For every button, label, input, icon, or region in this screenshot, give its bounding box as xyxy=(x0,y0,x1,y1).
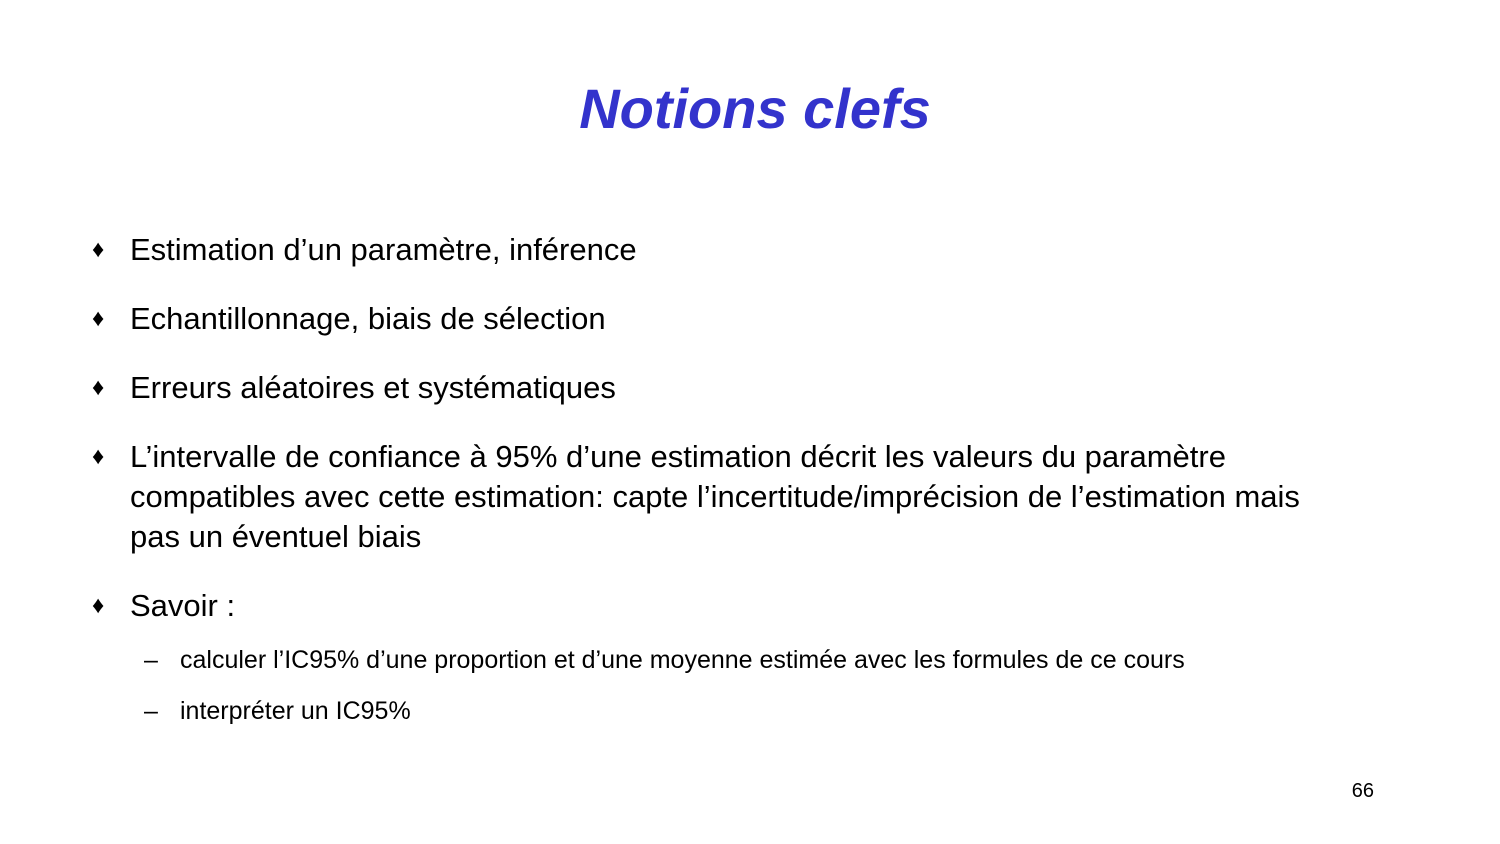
slide-title: Notions clefs xyxy=(579,77,931,140)
bullet-text: L’intervalle de confiance à 95% d’une estimation décrit les valeurs du paramètre compatibles avec cette estimation: capte l’incertitude/imprécision de l’estimation mais pas un éventuel biais xyxy=(130,439,1300,554)
diamond-bullet-icon: ♦ xyxy=(92,592,105,619)
diamond-bullet-icon: ♦ xyxy=(92,374,105,401)
diamond-bullet-icon: ♦ xyxy=(92,305,105,332)
bullet-item xyxy=(92,368,1352,408)
bullet-text: Echantillonnage, biais de sélection xyxy=(130,301,606,336)
sub-bullet-text: calculer l’IC95% d’une proportion et d’une moyenne estimée avec les formules de ce cours xyxy=(180,646,1185,674)
dash-bullet-icon: – xyxy=(144,697,158,725)
bullet-item xyxy=(92,586,1352,626)
sub-bullet-item xyxy=(144,695,1364,727)
diamond-bullet-icon: ♦ xyxy=(92,443,105,470)
bullet-text: Erreurs aléatoires et systématiques xyxy=(130,370,616,405)
dash-bullet-icon: – xyxy=(144,646,158,674)
sub-bullet-text: interpréter un IC95% xyxy=(180,697,411,725)
sub-bullet-item xyxy=(144,644,1364,676)
bullet-text: Estimation d’un paramètre, inférence xyxy=(130,232,637,267)
page-number: 66 xyxy=(1351,780,1374,802)
bullet-text: Savoir : xyxy=(130,588,236,623)
bullet-item xyxy=(92,299,1352,339)
diamond-bullet-icon: ♦ xyxy=(92,236,105,263)
bullet-item xyxy=(92,230,1352,270)
bullet-item xyxy=(92,437,1352,557)
